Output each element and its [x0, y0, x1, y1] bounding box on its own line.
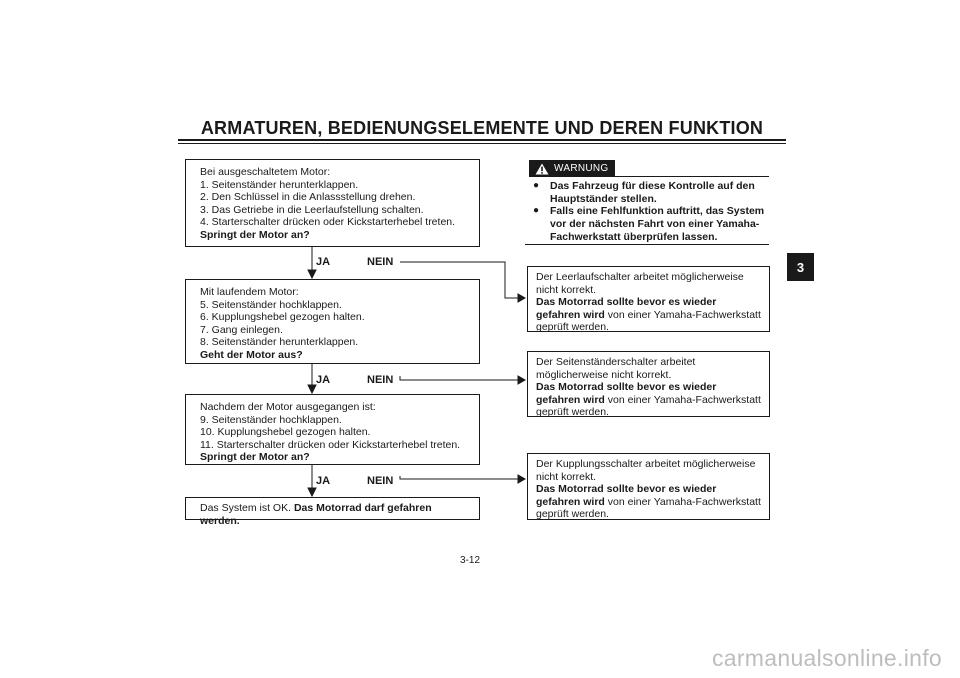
step-3-line-4: 11. Starterschalter drücken oder Kickstarterhebel treten. [200, 438, 461, 451]
yes-label-2: JA [316, 374, 331, 386]
yes-arrow-1 [308, 270, 316, 278]
final-bold-text: Das Motorrad darf gefahren werden. [200, 502, 432, 527]
step-1-line-5: 4. Starterschalter drücken oder Kickstarterhebel treten. [200, 216, 456, 229]
yes-label-3: JA [316, 475, 331, 487]
no-label-1: NEIN [367, 256, 394, 268]
no-label-3: NEIN [367, 475, 394, 487]
final-normal-text: Das System ist OK. [200, 502, 294, 514]
yes-label-1: JA [316, 256, 331, 268]
fault-1-rest: von einer Yamaha-Fachwerkstatt geprüft werden. [536, 308, 761, 334]
fault-box-sidestand-switch [527, 351, 770, 417]
fault-2-bold: Das Motorrad sollte bevor es wieder gefahren wird [536, 381, 717, 406]
yes-arrow-2 [308, 385, 316, 393]
flow-step-1 [185, 159, 480, 247]
no-connector-2 [400, 376, 520, 380]
warning-bottom-rule [525, 244, 769, 245]
step-2-line-4: 7. Gang einlegen. [200, 323, 283, 336]
fault-box-clutch-switch [527, 453, 770, 520]
chapter-tab: 3 [787, 253, 814, 281]
bullet-icon: ● [533, 180, 540, 191]
page-title: ARMATUREN, BEDIENUNGSELEMENTE UND DEREN FUNKTION [200, 118, 764, 138]
warning-badge [529, 160, 615, 177]
fault-2-rest: von einer Yamaha-Fachwerkstatt geprüft werden. [536, 393, 761, 419]
warning-item-text: Falls eine Fehlfunktion auftritt, das System vor der nächsten Fahrt von einer Yamaha-Fachwerkstatt überprüfen lassen. [550, 205, 765, 243]
no-arrow-3 [518, 475, 525, 483]
yes-arrow-3 [308, 488, 316, 496]
page-number: 3-12 [460, 555, 481, 566]
warning-item-text: Das Fahrzeug für diese Kontrolle auf den Hauptständer stellen. [550, 180, 755, 205]
fault-box-neutral-switch [527, 266, 770, 332]
bullet-icon: ● [533, 205, 540, 217]
watermark: carmanualsonline.info [711, 645, 942, 671]
step-2-line-2: 5. Seitenständer hochklappen. [200, 298, 342, 311]
no-arrow-1 [518, 294, 525, 302]
fault-3-rest: von einer Yamaha-Fachwerkstatt geprüft werden. [536, 495, 761, 521]
step-1-line-2: 1. Seitenständer herunterklappen. [200, 178, 359, 191]
fault-3-bold: Das Motorrad sollte bevor es wieder gefahren wird [536, 483, 717, 508]
step-1-question: Springt der Motor an? [200, 228, 310, 241]
warning-label: WARNUNG [554, 163, 609, 174]
step-3-line-1: Nachdem der Motor ausgegangen ist: [200, 401, 376, 413]
flow-step-2 [185, 279, 480, 364]
fault-1-bold: Das Motorrad sollte bevor es wieder gefahren wird [536, 296, 717, 321]
no-connector-3 [400, 476, 520, 479]
step-3-line-2: 9. Seitenständer hochklappen. [200, 413, 342, 426]
no-arrow-2 [518, 376, 525, 384]
warning-item [533, 205, 765, 243]
step-2-line-1: Mit laufendem Motor: [200, 286, 299, 298]
warning-item [533, 180, 765, 205]
step-1-line-1: Bei ausgeschaltetem Motor: [200, 166, 331, 178]
no-label-2: NEIN [367, 374, 394, 386]
fault-1-text: Der Leerlaufschalter arbeitet möglicherweise nicht korrekt. [536, 271, 744, 296]
fault-3-text: Der Kupplungsschalter arbeitet möglicherweise nicht korrekt. [536, 458, 756, 483]
warning-list [533, 180, 765, 244]
fault-2-text: Der Seitenständerschalter arbeitet möglicherweise nicht korrekt. [536, 356, 696, 381]
step-1-line-4: 3. Das Getriebe in die Leerlaufstellung schalten. [200, 203, 424, 216]
final-result-box [185, 497, 480, 527]
warning-icon [535, 163, 549, 175]
step-3-line-3: 10. Kupplungshebel gezogen halten. [200, 426, 371, 439]
step-2-question: Geht der Motor aus? [200, 348, 303, 361]
step-1-line-3: 2. Den Schlüssel in die Anlassstellung drehen. [200, 191, 416, 204]
warning-rule [604, 176, 769, 177]
step-2-line-3: 6. Kupplungshebel gezogen halten. [200, 311, 365, 324]
step-2-line-5: 8. Seitenständer herunterklappen. [200, 336, 359, 349]
step-3-question: Springt der Motor an? [200, 451, 310, 464]
flow-step-3 [185, 394, 480, 465]
